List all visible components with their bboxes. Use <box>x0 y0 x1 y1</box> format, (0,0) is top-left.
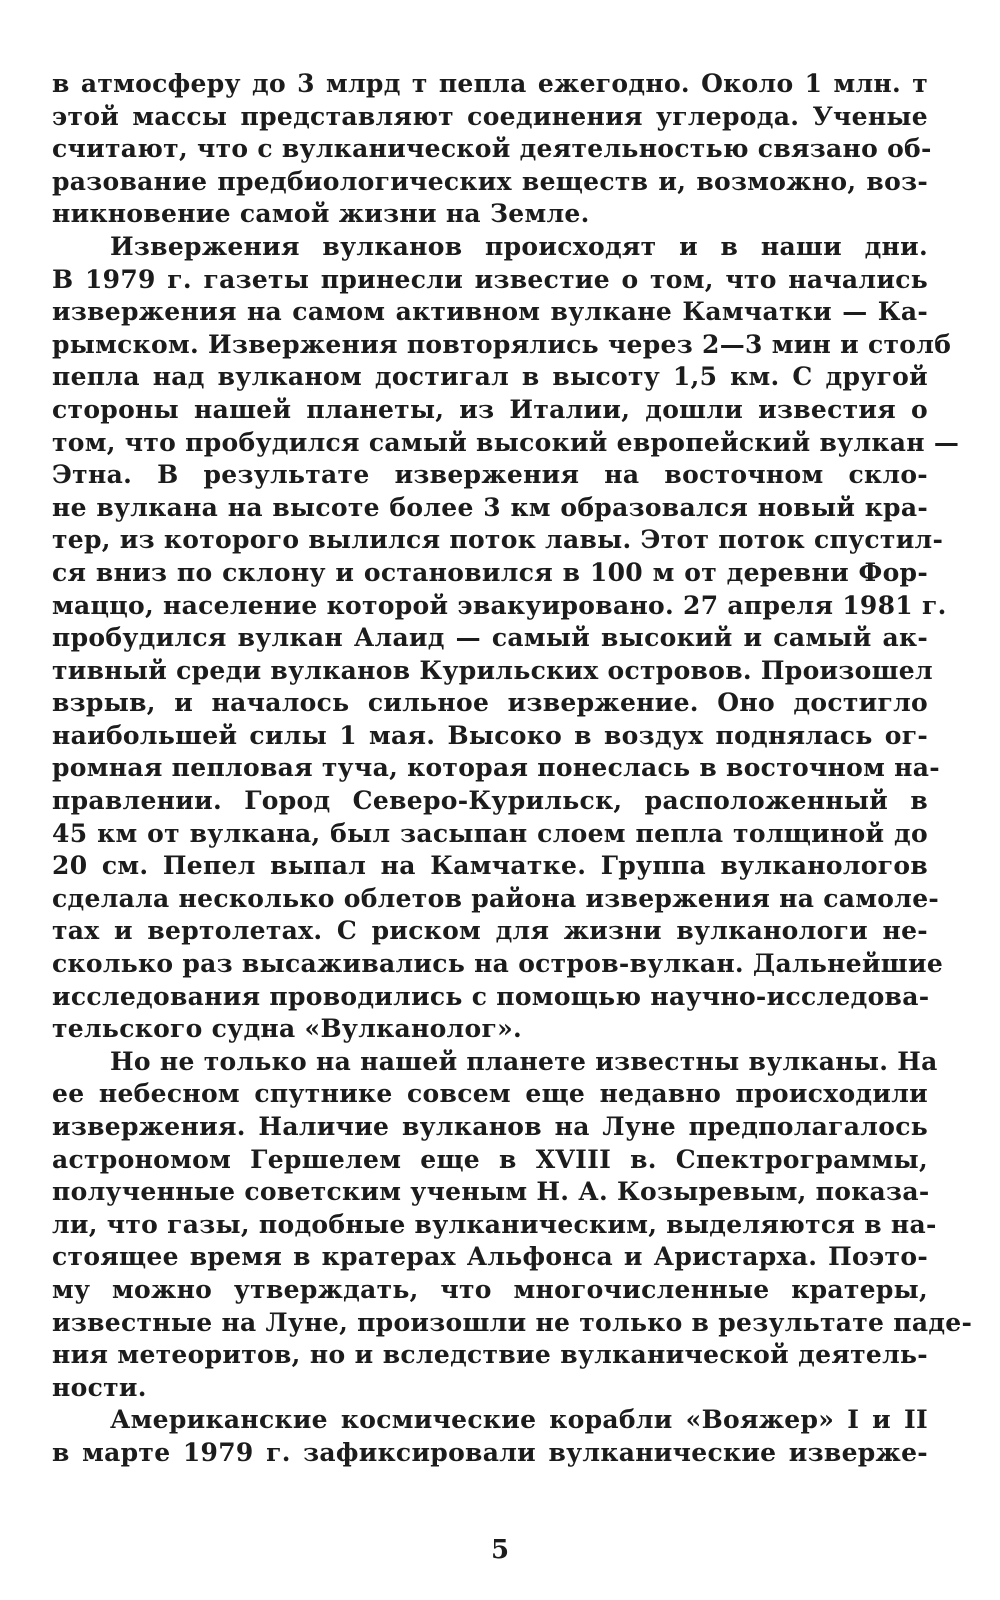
text-line: астрономом Гершелем еще в XVIII в. Спектрограммы, <box>52 1144 928 1174</box>
document-body <box>52 68 973 1470</box>
text-line: ромная пепловая туча, которая понеслась в восточном на- <box>52 753 940 783</box>
text-line: в марте 1979 г. зафиксировали вулканические изверже- <box>52 1437 928 1467</box>
text-line: В 1979 г. газеты принесли известие о том, что начались <box>52 264 928 294</box>
text-line: пепла над вулканом достигал в высоту 1,5 км. С другой <box>52 362 928 392</box>
text-line: Но не только на нашей планете известны вулканы. На <box>110 1046 938 1076</box>
text-line: тер, из которого вылился поток лавы. Этот поток спустил- <box>52 525 944 555</box>
text-line: 20 см. Пепел выпал на Камчатке. Группа вулканологов <box>52 851 928 881</box>
text-line: исследования проводились с помощью научно-исследова- <box>52 981 930 1011</box>
text-line: ности. <box>52 1372 147 1402</box>
text-line: взрыв, и началось сильное извержение. Оно достигло <box>52 688 928 718</box>
text-line: разование предбиологических веществ и, возможно, воз- <box>52 166 928 196</box>
page-number: 5 <box>490 1535 510 1565</box>
text-line: в атмосферу до 3 млрд т пепла ежегодно. Около 1 млн. т <box>52 69 928 98</box>
text-line: сделала несколько облетов района извержения на самоле- <box>52 883 940 913</box>
text-line: маццо, население которой эвакуировано. 27 апреля 1981 г. <box>52 590 947 620</box>
text-line: ния метеоритов, но и вследствие вулканической деятель- <box>52 1340 928 1370</box>
text-line: считают, что с вулканической деятельностью связано об- <box>52 134 932 164</box>
text-line: не вулкана на высоте более 3 км образовался новый кра- <box>52 492 928 522</box>
text-line: 45 км от вулкана, был засыпан слоем пепла толщиной до <box>52 818 928 848</box>
text-line: наибольшей силы 1 мая. Высоко в воздух поднялась ог- <box>52 720 928 750</box>
text-line: полученные советским ученым Н. А. Козыревым, показа- <box>52 1177 930 1207</box>
text-line: Американские космические корабли «Вояжер» I и II <box>110 1405 928 1435</box>
text-line: рымском. Извержения повторялись через 2—3 мин и столб <box>52 329 952 359</box>
text-line: стоящее время в кратерах Альфонса и Аристарха. Поэто- <box>52 1242 928 1272</box>
text-line: том, что пробудился самый высокий европейский вулкан — <box>52 427 960 457</box>
text-line: пробудился вулкан Алаид — самый высокий и самый ак- <box>52 623 928 653</box>
text-line: тах и вертолетах. С риском для жизни вулканологи не- <box>52 916 928 946</box>
text-line: ее небесном спутнике совсем еще недавно происходили <box>52 1079 928 1109</box>
text-line: стороны нашей планеты, из Италии, дошли известия о <box>52 394 928 424</box>
text-line: тельского судна «Вулканолог». <box>52 1014 522 1044</box>
text-line: Этна. В результате извержения на восточном скло- <box>52 460 928 490</box>
text-line: му можно утверждать, что многочисленные кратеры, <box>52 1274 928 1304</box>
text-line: известные на Луне, произошли не только в результате паде- <box>52 1307 973 1337</box>
text-line: ли, что газы, подобные вулканическим, выделяются в на- <box>52 1209 937 1239</box>
text-line: извержения. Наличие вулканов на Луне предполагалось <box>52 1112 928 1141</box>
text-line: тивный среди вулканов Курильских островов. Произошел <box>52 655 933 685</box>
text-line: никновение самой жизни на Земле. <box>52 199 590 229</box>
text-line: ся вниз по склону и остановился в 100 м от деревни Фор- <box>52 557 928 587</box>
text-line: сколько раз высаживались на остров-вулкан. Дальнейшие <box>52 949 944 979</box>
text-line: этой массы представляют соединения углерода. Ученые <box>52 101 928 131</box>
text-line: Извержения вулканов происходят и в наши дни. <box>110 231 928 261</box>
text-line: извержения на самом активном вулкане Камчатки — Ка- <box>52 297 928 327</box>
text-line: правлении. Город Северо-Курильск, расположенный в <box>52 786 928 816</box>
